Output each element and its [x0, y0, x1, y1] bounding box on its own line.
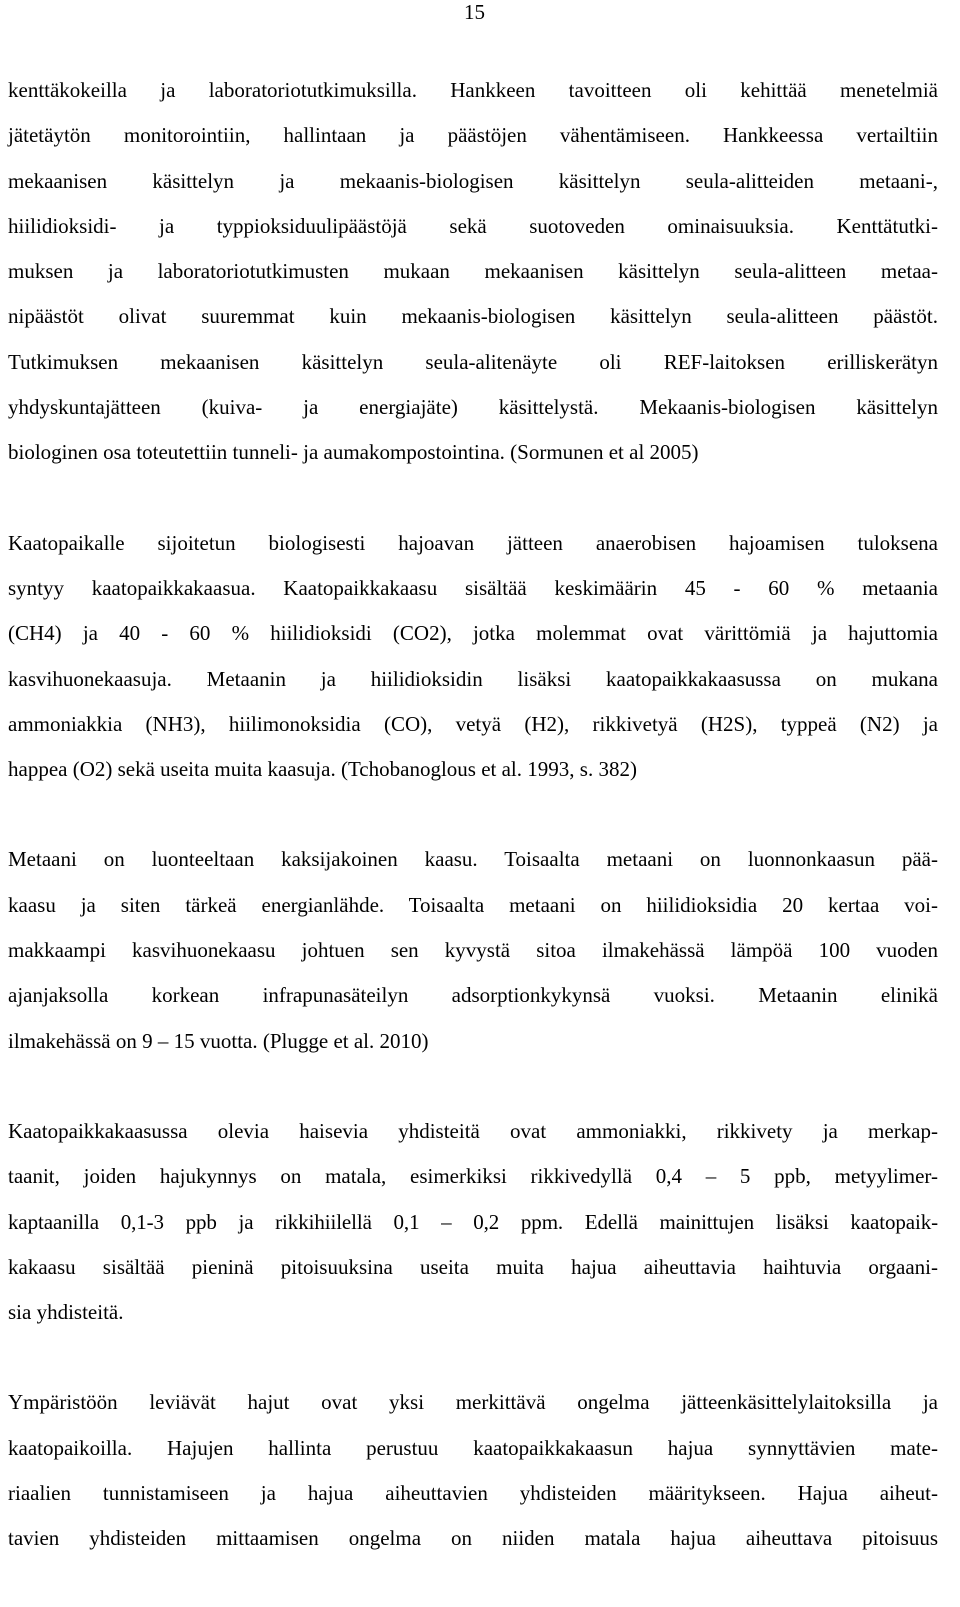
paragraph-jatetaytto-tutkimus [8, 68, 938, 476]
text-line: Metaani on luonteeltaan kaksijakoinen kaasu. Toisaalta metaani on luonnonkaasun pää- [8, 847, 938, 872]
text-line: Ympäristöön leviävät hajut ovat yksi merkittävä ongelma jätteenkäsittelylaitoksilla ja [8, 1390, 938, 1415]
text-line: sia yhdisteitä. [8, 1300, 124, 1325]
text-line: yhdyskuntajätteen (kuiva- ja energiajäte) käsittelystä. Mekaanis-biologisen käsittelyn [8, 395, 938, 420]
text-line: kasvihuonekaasuja. Metaanin ja hiilidioksidin lisäksi kaatopaikkakaasussa on mukana [8, 666, 938, 691]
paragraph-kaatopaikkakaasu [8, 521, 938, 793]
text-line: nipäästöt olivat suuremmat kuin mekaanis-biologisen käsittelyn seula-alitteen päästöt. [8, 304, 938, 329]
text-line: happea (O2) sekä useita muita kaasuja. (Tchobanoglous et al. 1993, s. 382) [8, 757, 637, 782]
paragraph-metaani [8, 837, 938, 1063]
text-line: taanit, joiden hajukynnys on matala, esimerkiksi rikkivedyllä 0,4 – 5 ppb, metyylimer- [8, 1164, 938, 1189]
text-line: kaptaanilla 0,1-3 ppb ja rikkihiilellä 0,1 – 0,2 ppm. Edellä mainittujen lisäksi kaatopaik- [8, 1209, 938, 1234]
text-line: (CH4) ja 40 - 60 % hiilidioksidi (CO2), jotka molemmat ovat värittömiä ja hajuttomia [8, 621, 938, 646]
text-line: Kaatopaikkakaasussa olevia haisevia yhdisteitä ovat ammoniakki, rikkivety ja merkap- [8, 1118, 938, 1143]
text-line: biologinen osa toteutettiin tunneli- ja aumakompostointina. (Sormunen et al 2005) [8, 440, 699, 465]
text-line: ajanjaksolla korkean infrapunasäteilyn adsorptionkykynsä vuoksi. Metaanin elinikä [8, 983, 938, 1008]
text-line: jätetäytön monitorointiin, hallintaan ja päästöjen vähentämiseen. Hankkeessa vertailtiin [8, 123, 938, 148]
text-line: Kaatopaikalle sijoitetun biologisesti hajoavan jätteen anaerobisen hajoamisen tuloksena [8, 530, 938, 555]
text-line: muksen ja laboratoriotutkimusten mukaan mekaanisen käsittelyn seula-alitteen metaa- [8, 259, 938, 284]
text-line: kakaasu sisältää pieninä pitoisuuksina useita muita hajua aiheuttavia haihtuvia orgaani- [8, 1254, 938, 1279]
document-body [8, 68, 938, 1607]
text-line: mekaanisen käsittelyn ja mekaanis-biologisen käsittelyn seula-alitteiden metaani-, [8, 168, 938, 193]
text-line: kenttäkokeilla ja laboratoriotutkimuksilla. Hankkeen tavoitteen oli kehittää menetelmiä [8, 78, 938, 102]
text-line: syntyy kaatopaikkakaasua. Kaatopaikkakaasu sisältää keskimäärin 45 - 60 % metaania [8, 575, 938, 600]
text-line: makkaampi kasvihuonekaasu johtuen sen kyvystä sitoa ilmakehässä lämpöä 100 vuoden [8, 938, 938, 963]
text-line: kaatopaikoilla. Hajujen hallinta perustuu kaatopaikkakaasun hajua synnyttävien mate- [8, 1435, 938, 1460]
text-line: tavien yhdisteiden mittaamisen ongelma on niiden matala hajua aiheuttava pitoisuus [8, 1526, 938, 1551]
text-line: ammoniakkia (NH3), hiilimonoksidia (CO), vetyä (H2), rikkivetyä (H2S), typpeä (N2) ja [8, 711, 938, 736]
paragraph-haisevat-yhdisteet [8, 1109, 938, 1335]
text-line: ilmakehässä on 9 – 15 vuotta. (Plugge et al. 2010) [8, 1028, 429, 1053]
text-line: riaalien tunnistamiseen ja hajua aiheuttavien yhdisteiden määritykseen. Hajua aiheut- [8, 1481, 938, 1506]
text-line: hiilidioksidi- ja typpioksiduulipäästöjä sekä suotoveden ominaisuuksia. Kenttätutki- [8, 213, 938, 238]
text-line: Tutkimuksen mekaanisen käsittelyn seula-alitenäyte oli REF-laitoksen erilliskerätyn [8, 349, 938, 374]
text-line: kaasu ja siten tärkeä energianlähde. Toisaalta metaani on hiilidioksidia 20 kertaa voi- [8, 892, 938, 917]
paragraph-hajut [8, 1380, 938, 1561]
page-number: 15 [464, 0, 485, 24]
